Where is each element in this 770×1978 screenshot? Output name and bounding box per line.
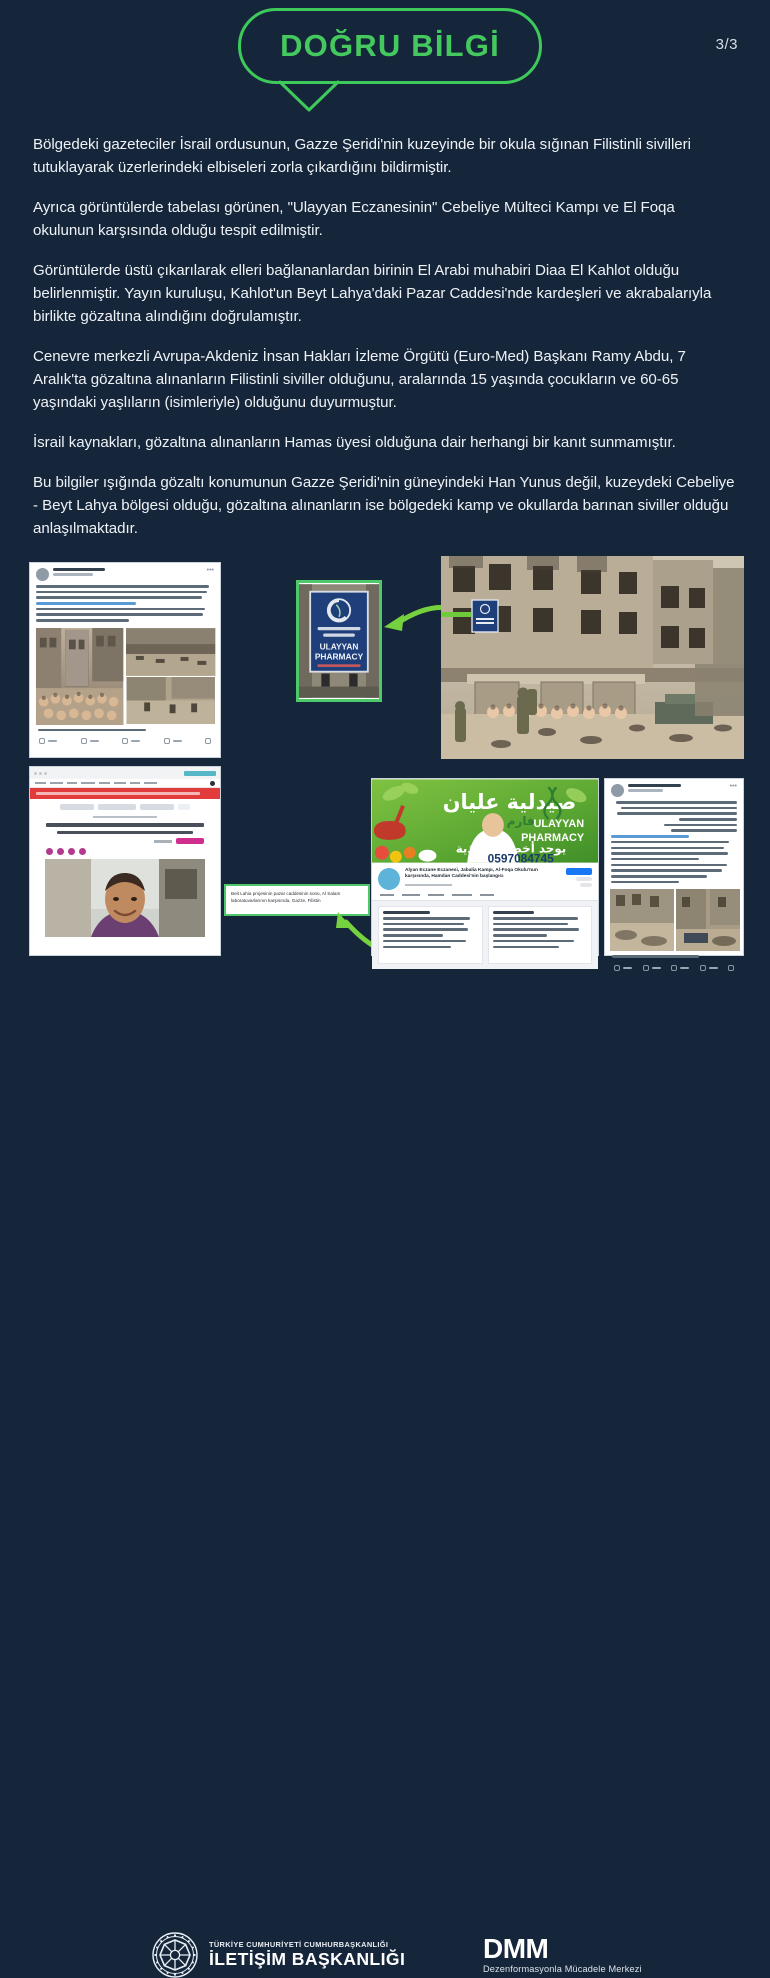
page-about-text: Alyan Eczane Eczanesi, Jabalia Kampı, Al-Foqa Okulu'nun karşısında, Hamdan Caddesi'nin başlangıcı [405,868,538,880]
tweet-author [628,784,730,792]
presidency-subtitle: TÜRKİYE CUMHURİYETİ CUMHURBAŞKANLIĞI [209,1940,389,1949]
paragraph-2: Ayrıca görüntülerde tabelası görünen, "Ulayyan Eczanesinin" Cebeliye Mülteci Kampı ve El Foqa okulunun karşısında olduğu tespit edilmiştir. [33,199,675,239]
header [0,0,770,118]
bookmark-button[interactable] [164,738,182,744]
article-body [33,133,739,557]
photo-rubble-left [610,889,674,951]
photo-street-soldiers [126,677,215,724]
dmm-title: DMM [483,1933,549,1964]
presidency-logo [152,1932,405,1978]
sign-latin-line-2: PHARMACY [314,651,364,662]
tweet-header [30,563,220,583]
reply-button[interactable] [39,738,57,744]
banner-phone: 0597084745 [487,851,554,866]
speech-bubble-tail-icon [278,82,340,112]
page-info-row [372,863,598,894]
tweet-media-grid[interactable] [30,628,220,725]
banner-latin-2: PHARMACY [521,831,585,844]
more-options-icon[interactable]: ••• [729,783,737,790]
banner-arabic-sub: فارم [506,813,535,828]
paragraph-5: İsrail kaynakları, gözaltına alınanların Hamas üyesi olduğuna dair herhangi bir kanıt sunmamıştır. [33,434,676,451]
tweet-screenshot-top-left [29,562,221,758]
share-badge[interactable] [176,838,204,844]
banner-latin-1: ULAYYAN [533,817,585,830]
photo-rubble-right [676,889,740,951]
tag-chips[interactable] [30,799,220,813]
avatar [611,784,624,797]
banner-arabic-title: صيدلية عليان [442,790,577,815]
tweet-action-bar[interactable] [30,734,220,749]
site-logo [184,771,216,776]
turkish-presidency-emblem-icon [152,1932,198,1978]
sign-latin-line-1: ULAYYAN [319,641,359,652]
message-button[interactable] [576,877,592,881]
search-icon[interactable] [210,781,215,786]
pharmacy-sign-photo [296,580,382,702]
banner-arabic-line2: يوجد أخصائية تغذية [455,841,567,856]
tweet-text-arabic [605,799,743,889]
paragraph-4: Cenevre merkezli Avrupa-Akdeniz İnsan Hakları İzleme Örgütü (Euro-Med) Başkanı Ramy Abdu, 7 Aralık'ta gözaltına alınanların Filistinli siviller olduğunu, aralarında 15 yaşında çocukların ve 60-65 yaşındaki yaşlıların (isimleriyle) olduğunu duyurmuştur. [33,348,686,411]
dmm-logo [483,1935,642,1974]
site-nav[interactable] [30,779,220,788]
pharmacy-cover-banner [372,779,598,866]
facebook-page-screenshot [371,778,599,956]
doğru-bilgi-badge [238,8,542,84]
page-avatar [378,868,400,890]
more-options-icon[interactable]: ••• [206,567,214,574]
gaza-street-photo [441,556,744,759]
page-indicator: 3/3 [715,36,738,53]
article-headline-block [30,813,220,855]
journalist-portrait-photo [45,859,205,937]
paragraph-3: Görüntülerde üstü çıkarılarak elleri bağlananlardan birinin El Arabi muhabiri Diaa El Kahlot olduğu belirlenmiştir. Yayın kuruluşu, Kahlot'un Beyt Lahya'daki Pazar Caddesi'nde kardeşleri ve akrabalarıyla birlikte gözaltına alındığını doğrulamıştır. [33,262,712,325]
badge-title: DOĞRU BİLGİ [280,28,500,63]
avatar [36,568,49,581]
breaking-news-bar [30,788,220,799]
tweet-media-grid[interactable] [605,889,743,951]
footer [0,960,770,1974]
photo-street-crowd [35,628,124,725]
paragraph-6: Bu bilgiler ışığında gözaltı konumunun Gazze Şeridi'nin güneyindeki Han Yunus değil, kuzeydeki Cebeliye - Beyt Lahya bölgesi olduğu, gözaltına alınanların ise bölgedeki kamp ve okullarda barınan siviller olduğu anlaşılmaktadır. [33,474,735,537]
browser-chrome [30,767,220,779]
like-button[interactable] [122,738,140,744]
more-button[interactable] [580,883,592,887]
follow-button[interactable] [566,868,592,875]
news-article-screenshot [29,766,221,956]
page-tabs[interactable] [372,894,598,901]
share-button[interactable] [205,738,211,744]
evidence-collage [0,556,770,961]
paragraph-1: Bölgedeki gazeteciler İsrail ordusunun, Gazze Şeridi'nin kuzeyinde bir okula sığınan Filistinli sivilleri tutuklayarak üzerlerindeki elbiseleri zorla çıkardığını bildirmiştir. [33,136,691,176]
annotation-text: Beit Lahia projesinin pazar caddesinin sonu, Al Salam laboratuvarlarının karşısında, Gazze, Filistin [231,891,341,903]
retweet-button[interactable] [81,738,99,744]
tweet-author [53,568,207,576]
tweet-text [30,583,220,628]
presidency-title: İLETİŞİM BAŞKANLIĞI [209,1949,406,1969]
tweet-screenshot-bottom-right [604,778,744,956]
dmm-subtitle: Dezenformasyonla Mücadele Merkezi [483,1964,642,1974]
photo-road-aerial [126,628,215,676]
